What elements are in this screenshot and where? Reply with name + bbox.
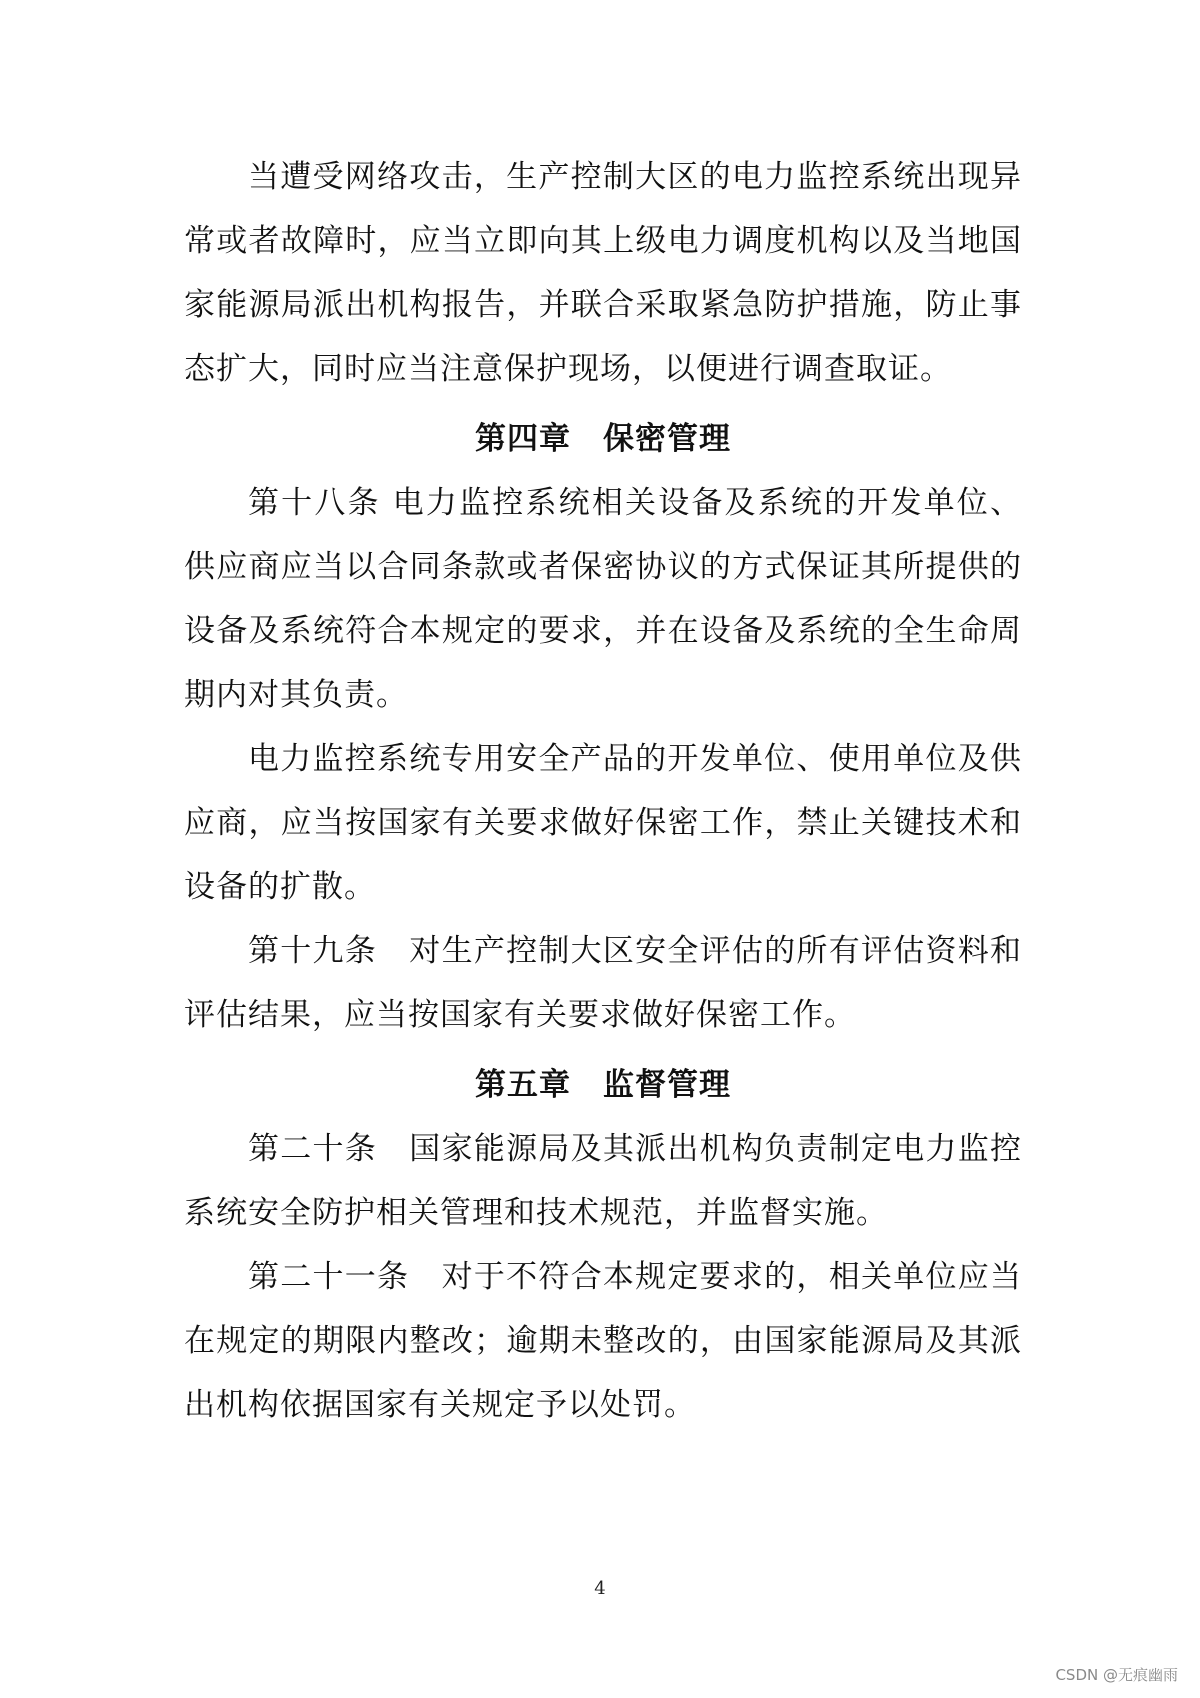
chapter-title-confidentiality: 第四章 保密管理 xyxy=(475,421,731,457)
paragraph-article-21: 第二十一条 对于不符合本规定要求的，相关单位应当在规定的期限内整改；逾期未整改的，由国家能源局及其派出机构依据国家有关规定予以处罚。 xyxy=(184,1259,1022,1423)
paragraph-article-18: 第十八条 电力监控系统相关设备及系统的开发单位、供应商应当以合同条款或者保密协议的方式保证其所提供的设备及系统符合本规定的要求，并在设备及系统的全生命周期内对其负责。 xyxy=(184,485,1022,713)
page-number: 4 xyxy=(594,1578,606,1599)
paragraph-incident-report: 当遭受网络攻击，生产控制大区的电力监控系统出现异常或者故障时，应当立即向其上级电力调度机构以及当地国家能源局派出机构报告，并联合采取紧急防护措施，防止事态扩大，同时应当注意保护现场，以便进行调查取证。 xyxy=(184,159,1022,387)
paragraph-article-20: 第二十条 国家能源局及其派出机构负责制定电力监控系统安全防护相关管理和技术规范，并监督实施。 xyxy=(184,1131,1022,1231)
paragraph-article-18-security-products: 电力监控系统专用安全产品的开发单位、使用单位及供应商，应当按国家有关要求做好保密工作，禁止关键技术和设备的扩散。 xyxy=(184,741,1022,905)
watermark: CSDN @无痕幽雨 xyxy=(1055,1666,1178,1684)
paragraph-article-19: 第十九条 对生产控制大区安全评估的所有评估资料和评估结果，应当按国家有关要求做好保密工作。 xyxy=(184,933,1022,1033)
document-body xyxy=(184,145,1022,1437)
chapter-title-supervision: 第五章 监督管理 xyxy=(475,1067,731,1103)
